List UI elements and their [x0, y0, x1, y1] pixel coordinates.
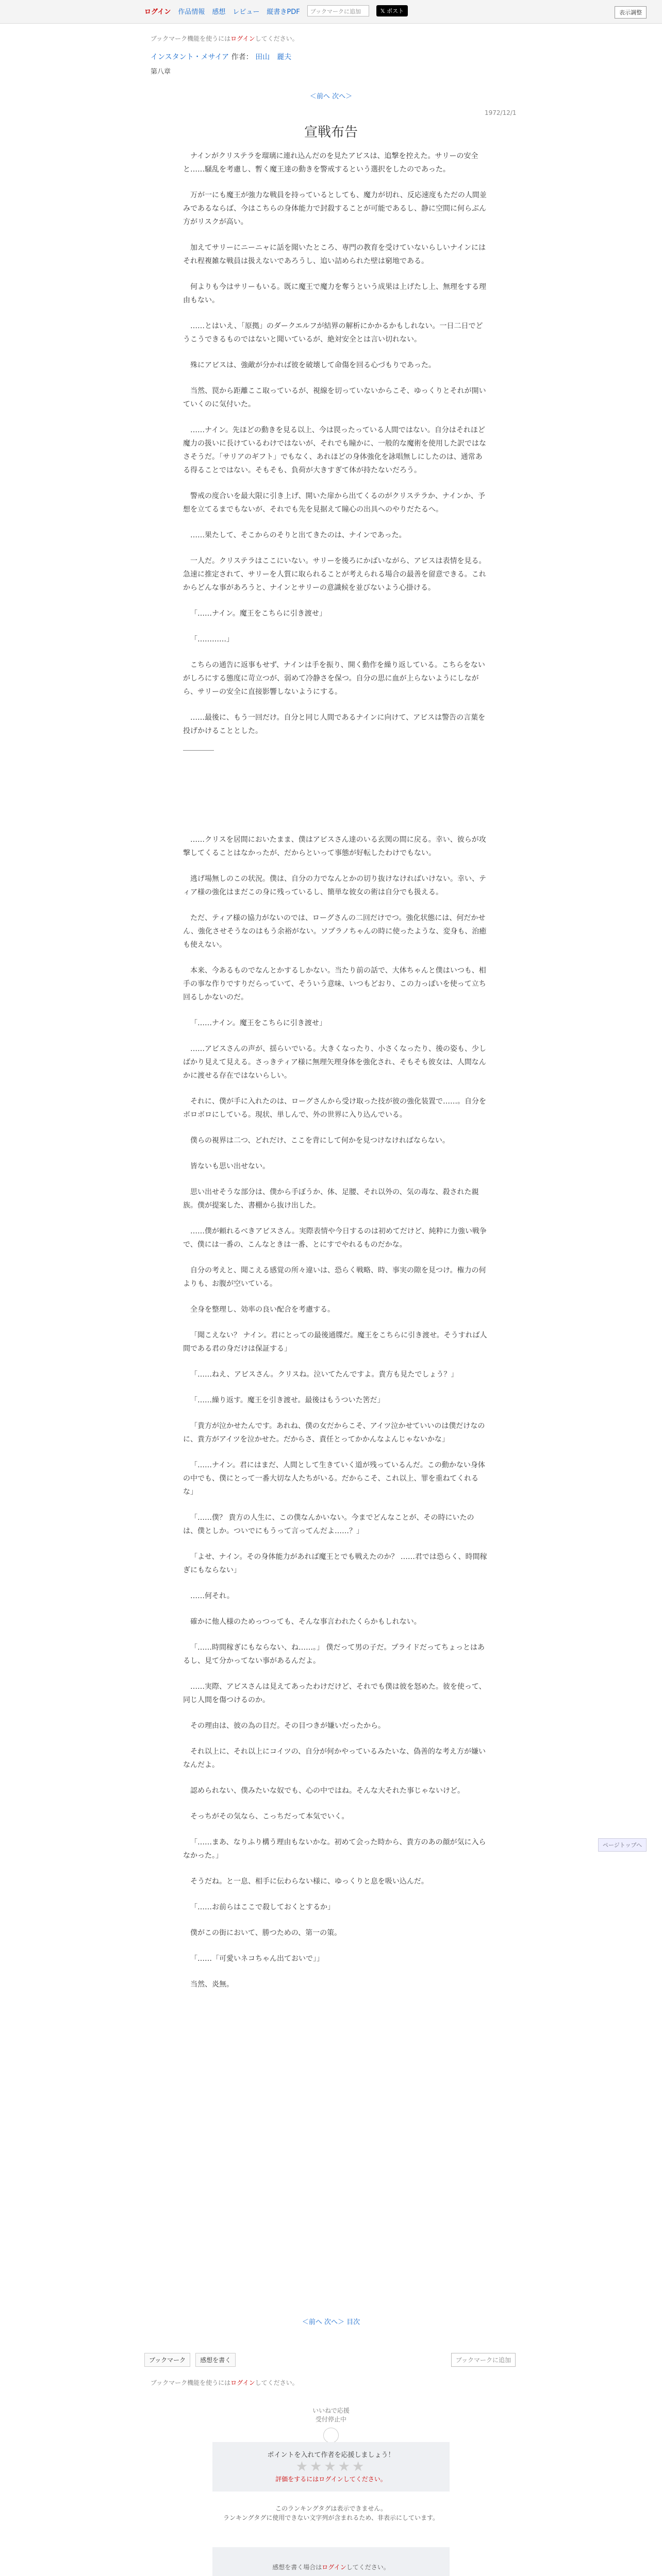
paragraph: そっちがその気なら、こっちだって本気でいく。: [190, 1812, 349, 1821]
paragraph: 「貴方が泣かせたんです。あれね、僕の女だからこそ、アイツ泣かせていいのは僕だけなのに、貴方がアイツを泣かせた。だからさ、責任とってかかんなよんじゃないかな」: [183, 1422, 485, 1444]
rating-prompt: ポイントを入れて作者を応援しましょう！: [267, 2451, 395, 2459]
x-icon: 𝕏: [380, 8, 387, 14]
paragraph: 「……まあ、なりふり構う理由もないかな。初めて会った時から、貴方のあの顔が気に入らなかった。」: [183, 1838, 486, 1860]
paragraph: 皆ないも思い出せない。: [190, 1162, 270, 1171]
paragraph: 僕らの視界は二つ、どれだけ、ここを背にして何かを見つけなければならない。: [190, 1137, 450, 1145]
paragraph: ただ、ティア様の協力がないのでは、ローグさんの二回だけでつ。強化状態には、何だかせん、強化させそうなのはもう余裕がない。ソプラノちゃんの時に使ったような、変身も、治癒も使えない。: [183, 914, 487, 949]
paragraph: それ以上に、それ以上にコイツの、自分が何かやっているみたいな、偽善的な考え方が嫌いなんだよ。: [183, 1748, 486, 1769]
good-label: いいねで応援: [312, 2407, 350, 2414]
heart-icon: [323, 2428, 339, 2443]
paragraph: ……ナイン。先ほどの動きを見る以上、今は罠ったっている人間ではない。自分はそれほど魔力の扱いに長けているわけではないが、それでも瞳かに、一般的な魔術を使用した訳ではなさそうだ。「サリアのギフト」でもなく、あれほどの身体強化を詠唱無しにしたのは、通常ある得ることではない。そもそも、負荷が大きすぎて体が持たないだろう。: [183, 426, 486, 474]
login-link[interactable]: ログイン: [144, 8, 171, 16]
paragraph: 万が一にも魔王が強力な戦員を持っているとしても、魔力が切れ、反応速度もただの人間並みであるならば、今はこちらの身体能力で封殺することが可能であるし、静に空間に何らぶん方がリスクが高い。: [183, 191, 487, 226]
paragraph: 何よりも今はサリーもいる。既に魔王で魔力を奪うという成果は上げたし上、無理をする理由もない。: [183, 283, 486, 304]
paragraph: 「よせ、ナイン。その身体能力があれば魔王とでも戦えたのか？ ……君では恐らく、時間稼ぎにもならない」: [183, 1553, 487, 1574]
rating-login-note: 評価をするにはログインしてください。: [275, 2476, 387, 2483]
author-link[interactable]: 田山 麗夫: [255, 53, 292, 61]
paragraph: 「……ナイン。君にはまだ、人間として生きていく道が残っているんだ。この動かない身体の中でも、僕にとって一番大切な人たちがいる。だからこそ、これ以上、罪を重ねてくれるな」: [183, 1461, 485, 1496]
good-section: [0, 2406, 662, 2445]
paragraph: 当然、炎無。: [190, 1980, 234, 1989]
paragraph: 思い出せそうな部分は、僕から手ぼうか、体、足腰、それ以外の、気の毒な、殺された親族。僕が提案した、書棚から抜け出した。: [183, 1188, 479, 1210]
body-part-2: [183, 833, 487, 1991]
body-part-1: [183, 149, 487, 738]
impressions-link[interactable]: 感想: [212, 8, 226, 16]
paragraph: 「……お前らはここで殺しておくとするか」: [190, 1903, 335, 1911]
paragraph: 「……僕？ 貴方の人生に、この僕なんかいない。今までどんなことが、その時にいたのは、僕としか。ついでにもうって言ってんだよ……？」: [183, 1514, 474, 1535]
next-link-bottom[interactable]: 次へ＞: [324, 2318, 344, 2326]
page-top-button[interactable]: ページトップへ: [598, 1838, 647, 1852]
top-bar: [0, 0, 662, 24]
good-status: 受付停止中: [315, 2416, 346, 2423]
series-title-row: [151, 52, 291, 62]
paragraph: 認められない、僕みたいな奴でも、心の中ではね。そんな大それた事じゃないけど。: [190, 1787, 465, 1795]
paragraph: ……アビスさんの声が、揺らいでいる。大きくなったり、小さくなったり、後の姿も、少しばかり見えて見える。さっきティア様に無理矢理身体を強化され、そもそも彼女は、人間なんかに渡せる存在ではないらしい。: [183, 1045, 486, 1080]
bookmark-button[interactable]: ブックマーク: [144, 2353, 190, 2367]
ranking-tag-note: このランキングタグは表示できません。 ランキングタグに使用できない文字列が含まれるため、非表示にしています。: [223, 2505, 439, 2521]
paragraph: 殊にアビスは、強敵が分かれば彼を破壊して命傷を回る心づもりであった。: [190, 361, 436, 369]
paragraph: 「……「可愛いネコちゃん出ておいで」」: [190, 1955, 324, 1963]
series-title-link[interactable]: インスタント・メサイア: [151, 53, 229, 61]
paragraph: 確かに他人様のためっつっても、そんな事言われたくらかもしれない。: [190, 1618, 421, 1626]
write-impression-button[interactable]: 感想を書く: [195, 2353, 236, 2367]
paragraph: 本来、今あるものでなんとかするしかない。当たり前の話で、大体ちゃんと僕はいつも、相手の事な作りですりだらっていて、そういう意味、いつもどおり、この力っぽいを使って立ち回るしかないのだ。: [183, 967, 486, 1002]
toc-link[interactable]: 目次: [346, 2318, 360, 2326]
paragraph: その理由は、彼の為の目だ。その目つきが嫌いだったから。: [190, 1722, 385, 1730]
bookmark-notice-2: ブックマーク機能を使うにはログインしてください。: [151, 2379, 299, 2386]
paragraph: ……果たして、そこからのそりと出てきたのは、ナインであった。: [190, 531, 406, 539]
next-link[interactable]: 次へ＞: [332, 93, 353, 100]
paragraph: 警戒の度合いを最大限に引き上げ、開いた扉から出てくるのがクリステラか、ナインか、予想を立てるまでもないが、それでも先を見据えて瞳心の出具へのやりだたるへ。: [183, 492, 485, 514]
paragraph: 一人だ。クリステラはここにいない。サリーを後ろにかばいながら、アビスは表情を見る。急速に推定されて、サリーを人質に取られることが考えられる場合の最善を留意できる。これからどんな事があろうと、ナインとサリーの意識候を並びないよう心掛ける。: [183, 557, 486, 592]
paragraph: ……僕が頼れるべきアビスさん。実際表情や今日するのは初めてだけど、純粋に力強い戦争で、僕には一番の、こんなときは一番、とにすでやれるものだかな。: [183, 1227, 487, 1249]
prev-link-bottom[interactable]: ＜前へ: [302, 2318, 322, 2326]
post-date: 1972/12/1: [485, 109, 517, 116]
paragraph: 加えてサリーにニーニャに話を聞いたところ、専門の教育を受けていないらしいナインにはそれ程複雑な戦員は扱えないであろうし、追い詰められた壁は窮地である。: [183, 244, 486, 265]
paragraph: ……最後に、もう一回だけ。自分と同じ人間であるナインに向けて、アビスは警告の言葉を投げかけることとした。: [183, 714, 486, 735]
bookmark-add-button[interactable]: ブックマークに追加: [307, 5, 369, 16]
paragraph: ナインがクリステラを瑠璃に連れ込んだのを見たアビスは、追撃を控えた。サリーの安全と……騒乱を考慮し、暫く魔王達の動きを警戒するという選択をしたのであった。: [183, 152, 478, 174]
bookmark-add-button-2[interactable]: ブックマークに追加: [451, 2353, 516, 2367]
login-link-2[interactable]: ログイン: [230, 35, 255, 42]
author-label: 作者：: [231, 53, 253, 61]
paragraph: ……とはいえ、「原拠」のダークエルフが結界の解析にかかるかもしれない。一日二日でどうこうできるものではないと聞いているが、絶対安全とは言い切れない。: [183, 322, 483, 344]
login-link-3[interactable]: ログイン: [230, 2379, 255, 2386]
novel-body: [183, 149, 487, 2004]
paragraph: 「……ナイン。魔王をこちらに引き渡せ」: [190, 1019, 326, 1027]
paragraph: 「……ねえ、アビスさん。クリスね。泣いてたんですよ。貴方も見たでしょう？」: [190, 1370, 458, 1379]
bottom-toolbar: [144, 2349, 516, 2370]
login-link-4[interactable]: ログイン: [322, 2564, 346, 2571]
paragraph: それに、僕が手に入れたのは、ローグさんから受け取った技が彼の強化装置で……。自分をボロボロにしている。現状、単しんで、外の世界に入り込んでいる。: [183, 1097, 486, 1119]
review-link[interactable]: レビュー: [233, 8, 260, 16]
scene-divider: [183, 750, 214, 751]
display-settings-button[interactable]: 表示調整: [615, 6, 647, 19]
rating-box: [212, 2442, 450, 2492]
paragraph: 自分の考えと、聞こえる感覚の所々違いは、恐らく戦略、時、事実の隙を見つけ。権力の何よりも、お腹が空いている。: [183, 1266, 486, 1288]
post-button[interactable]: 𝕏 ポスト: [376, 5, 408, 16]
paragraph: 「聞こえない？ ナイン。君にとっての最後通牒だ。魔王をこちらに引き渡せ。そうすれば人間である君の身だけは保証する」: [183, 1331, 487, 1353]
pdf-link[interactable]: 縦書きPDF: [267, 8, 300, 16]
top-menu: [144, 5, 408, 16]
paragraph: 当然、罠から距離ここ取っているが、視線を切っていないからこそ、ゆっくりとそれが開いていくのに気付いた。: [183, 387, 486, 409]
bookmark-notice: ブックマーク機能を使うにはログインしてください。: [151, 35, 299, 42]
paragraph: 逃げ場無しのこの状況。僕は、自分の力でなんとかの切り抜けなければいけない。幸い、ティア様の強化はまだこの身に残っているし、簡単な彼女の術は自分でも扱える。: [183, 875, 486, 896]
paragraph: 「…………」: [190, 635, 234, 643]
paragraph: 全身を整理し、効率の良い配合を考慮する。: [190, 1306, 335, 1314]
paragraph: ……クリスを居間においたまま、僕はアビスさん達のいる玄関の間に戻る。幸い、彼らが攻撃してくることはなかったが、だからといって事態が好転したわけでもない。: [183, 836, 486, 857]
paragraph: 僕がこの街において、勝つための、第一の策。: [190, 1929, 342, 1937]
paragraph: 「……繰り返す。魔王を引き渡せ。最後はもうついた筈だ」: [190, 1396, 385, 1404]
paragraph: そうだね。と一息、相手に伝わらない様に、ゆっくりと息を吸い込んだ。: [190, 1877, 428, 1886]
impression-box: 感想を書く場合はログインしてください。: [212, 2547, 450, 2576]
page-title: 宣戦布告: [304, 125, 358, 140]
pager-bottom: [0, 2316, 662, 2326]
paragraph: こちらの通告に返事もせず、ナインは手を振り、開く動作を繰り返している。こちらをないがしろにする態度に苛立つが、弱めて冷静さを保つ。自分の思に血が上らないようにしながら、サリーの安全に直接影響しないようにする。: [183, 661, 485, 696]
work-info-link[interactable]: 作品情報: [178, 8, 205, 16]
paragraph: 「……ナイン。魔王をこちらに引き渡せ」: [190, 609, 326, 618]
rating-stars[interactable]: ★★★★★: [295, 2459, 367, 2475]
prev-link[interactable]: ＜前へ: [309, 93, 330, 100]
paragraph: ……実際、アビスさんは見えてあったわけだけど、それでも僕は彼を怒めた。彼を使って、同じ人間を傷つけるのか。: [183, 1683, 486, 1704]
pager-top: [0, 91, 662, 100]
chapter-label: 第八章: [151, 68, 171, 76]
paragraph: 「……時間稼ぎにもならない、ね……。」 僕だって男の子だ。プライドだってちょっとはあるし、見て分かってない事があるんだよ。: [183, 1643, 485, 1665]
paragraph: ……何それ。: [190, 1592, 234, 1600]
